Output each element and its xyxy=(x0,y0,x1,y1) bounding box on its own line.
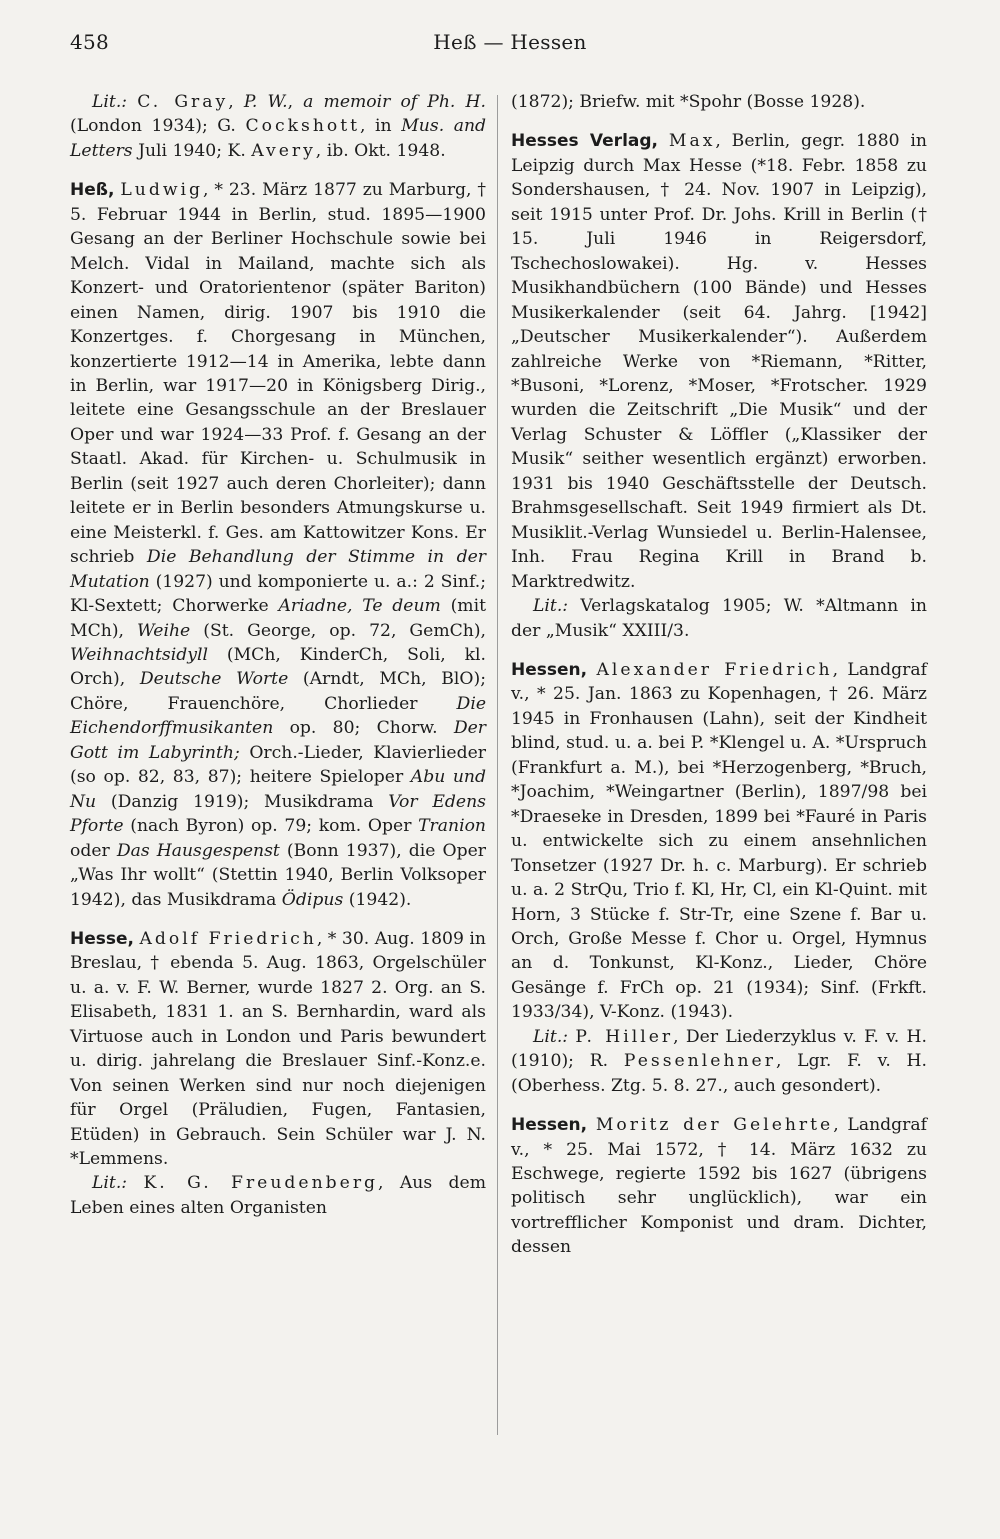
entry-hessen-alexander xyxy=(511,658,927,1025)
entry-headword: Hesse, xyxy=(70,928,134,949)
entry-text: , Berlin, gegr. 1880 in Leipzig durch Max Hesse (*18. Febr. 1858 zu Sondershausen, † 24. Nov. 1907 in Leipzig), seit 1915 unter Prof. Dr. Johs. Krill in Berlin († 15. Juli 1946 in Reigersdorf, Tschechoslowakei). Hg. v. Hesses Musikhandbüchern (100 Bände) und Hesses Musikerkalender (seit 64. Jahrg. [1942] „Deutscher Musikerkalender“). Außerdem zahlreiche Werke von *Riemann, *Ritter, *Busoni, *Lorenz, *Moser, *Frotscher. 1929 wurden die Zeitschrift „Die Musik“ und der Verlag Schuster & Löffler („Klassiker der Musik“ seither wesentlich ergänzt) erworben. 1931 bis 1940 Geschäftsstelle der Deutsch. Brahmsgesellschaft. Seit 1949 firmiert als Dt. Musiklit.-Verlag Wunsiedel u. Berlin-Halensee, Inh. Frau Regina Krill in Brand b. Marktredwitz. xyxy=(511,131,927,592)
entry-text: , * 23. März 1877 zu Marburg, † 5. Februar 1944 in Berlin, stud. 1895—1900 Gesang an der Berliner Hochschule sowie bei Melch. Vidal in Mailand, machte sich als Konzert- und Oratorientenor (später Bariton) einen Namen, dirig. 1907 bis 1910 die Konzertges. f. Chorgesang in München, konzertierte 1912—14 in Amerika, lebte dann in Berlin, war 1917—20 in Königsberg Dirig., leitete eine Gesangsschule an der Breslauer Oper und war 1924—33 Prof. f. Gesang an der Staatl. Akad. für Kirchen- u. Schulmusik in Berlin (seit 1927 auch deren Chorleiter); dann leitete er in Berlin besonders Atmungskurse u. eine Meisterkl. f. Ges. am Kattowitzer Kons. Er schrieb xyxy=(70,180,486,568)
lit-publication: (London 1934); G. xyxy=(70,116,236,137)
work-title: Die Eichendorffmusikanten xyxy=(70,693,486,739)
right-column xyxy=(511,90,927,1260)
entry-text: (Danzig 1919); Musikdrama xyxy=(110,791,374,812)
entry-text: (Bonn 1937), die Oper „Was Ihr wollt“ (Stettin 1940, Berlin Volksoper 1942), das Musikdrama xyxy=(70,840,487,910)
work-title: Abu und Nu xyxy=(70,767,487,812)
entry-given-name: Moritz der Gelehrte xyxy=(595,1115,834,1136)
entry-text: , * 30. Aug. 1809 in Breslau, † ebenda 5. Aug. 1863, Orgelschüler u. a. v. F. W. Berner, wurde 1827 2. Org. an S. Elisabeth, 1831 1. an S. Bernhardin, ward als Virtuose auch in London und Paris bewundert u. dirig. jahrelang die Breslauer Sinf.-Konz.e. Von seinen Werken sind nur noch diejenigen für Orgel (Präludien, Fugen, Fantasien, Etüden) in Gebrauch. Sein Schüler war J. N. *Lemmens. xyxy=(70,928,486,1170)
entry-hess-ludwig xyxy=(70,178,486,912)
lit-rest: , ib. Okt. 1948. xyxy=(315,140,446,161)
work-title: Ariadne, Te deum xyxy=(278,596,441,617)
page-header xyxy=(70,30,950,64)
entry-text: (mit MCh), xyxy=(70,596,487,641)
column-divider xyxy=(497,95,498,1435)
continuation-text: (1872); Briefw. mit *Spohr (Bosse 1928). xyxy=(511,92,866,112)
entry-headword: Hessen, xyxy=(511,1115,588,1136)
work-title: Die Behandlung der Stimme in der Mutation xyxy=(70,547,487,592)
lit-text: Verlagskatalog 1905; W. *Altmann in der „Musik“ XXIII/3. xyxy=(511,596,927,641)
entry-text: , Landgraf v., * 25. Mai 1572, † 14. März 1632 zu Eschwege, regierte 1592 bis 1627 (übrigens politisch sehr unglücklich), war ein vortrefflicher Komponist und dram. Dichter, dessen xyxy=(511,1115,927,1258)
entry-given-name: Adolf Friedrich xyxy=(139,928,317,949)
entry-text: op. 80; Chorw. xyxy=(289,718,438,739)
entry-text: Orch.-Lieder, Klavierlieder (so op. 82, 83, 87); heitere Spieloper xyxy=(70,742,486,788)
lit-label: Lit.: xyxy=(92,1173,128,1194)
lit-label: Lit.: xyxy=(92,92,128,112)
lit-text: , Lgr. F. v. H. (Oberhess. Ztg. 5. 8. 27., auch gesondert). xyxy=(511,1051,927,1096)
entry-text: (MCh, KinderCh, Soli, kl. Orch), xyxy=(70,644,486,690)
work-title: Weihe xyxy=(137,620,191,641)
work-title: Ödipus xyxy=(281,889,344,910)
work-title: Der Gott im Labyrinth; xyxy=(70,718,486,763)
entry-given-name: Ludwig xyxy=(120,180,204,201)
lit-label: Lit.: xyxy=(533,1026,569,1047)
lit-text: , Der Liederzyklus v. F. v. H. (1910); R. xyxy=(511,1026,928,1072)
entry-given-name: Alexander Friedrich xyxy=(596,659,833,680)
work-title: Vor Edens Pforte xyxy=(70,791,486,837)
lit-journal: Mus. and Letters xyxy=(70,116,487,161)
entry-headword: Heß, xyxy=(70,180,115,201)
lit-reference-gray: Lit.: C. Gray, P. W., a memoir of Ph. H. (London 1934); G. Cockshott, in Mus. and Letters Juli 1940; K. Avery, ib. Okt. 1948. xyxy=(70,92,487,161)
entry-text: (1927) und komponierte u. a.: 2 Sinf.; Kl-Sextett; Chorwerke xyxy=(70,571,486,617)
lit-author: Pessenlehner xyxy=(623,1051,776,1072)
entry-given-name: Max xyxy=(668,131,716,152)
left-column xyxy=(70,90,486,1220)
lit-text: , Aus dem Leben eines alten Organisten xyxy=(70,1173,486,1218)
work-title: Das Hausgespenst xyxy=(116,840,280,861)
lit-title: a memoir of Ph. H. xyxy=(303,92,486,112)
entry-headword: Hesses Verlag, xyxy=(511,131,658,152)
lit-in: , in xyxy=(360,116,392,137)
entry-text: (St. George, op. 72, GemCh), xyxy=(203,620,487,641)
entry-text: oder xyxy=(70,840,110,861)
lit-reference-hesse xyxy=(70,1171,486,1220)
work-title: Tranion xyxy=(418,816,487,837)
entry-hessen-moritz xyxy=(511,1113,927,1260)
lit-author: P. Hiller xyxy=(575,1026,674,1047)
lit-author: Cockshott xyxy=(245,116,361,137)
lit-author-given: P. W. xyxy=(243,92,288,112)
running-head: Heß — Hessen xyxy=(433,30,587,54)
lit-reference-alexander xyxy=(511,1025,927,1098)
entry-headword: Hessen, xyxy=(511,659,588,680)
entry-hesses-verlag xyxy=(511,129,927,594)
entry-text: (nach Byron) op. 79; kom. Oper xyxy=(130,816,412,837)
work-title: Weihnachtsidyll xyxy=(70,644,208,665)
lit-author: Avery xyxy=(251,140,316,161)
entry-text: (1942). xyxy=(348,889,412,910)
lit-author: C. Gray xyxy=(137,92,229,112)
entry-text: (Arndt, MCh, BlO); Chöre, Frauenchöre, Chorlieder xyxy=(70,669,486,714)
entry-text: , Landgraf v., * 25. Jan. 1863 zu Kopenhagen, † 26. März 1945 in Fronhausen (Lahn), seit der Kindheit blind, stud. u. a. bei P. *Klengel u. A. *Urspruch (Frankfurt a. M.), bei *Herzogenberg, *Bruch, *Joachim, *Weingartner (Berlin), 1897/98 bei *Draeseke in Dresden, 1899 bei *Fauré in Paris u. entwickelte sich zu einem ansehnlichen Tonsetzer (1927 Dr. h. c. Marburg). Er schrieb u. a. 2 StrQu, Trio f. Kl, Hr, Cl, ein Kl-Quint. mit Horn, 3 Stücke f. Str-Tr, eine Szene f. Bar u. Orch, Große Messe f. Chor u. Orgel, Hymnus an d. Tonkunst, Kl-Konz., Lieder, Chöre Gesänge f. FrCh op. 21 (1934); Sinf. (Frkft. 1933/34), V-Konz. (1943). xyxy=(511,659,927,1023)
page-number: 458 xyxy=(70,30,110,54)
work-title: Deutsche Worte xyxy=(139,669,289,690)
lit-label: Lit.: xyxy=(533,596,569,617)
lit-reference-verlag xyxy=(511,594,927,643)
entry-hesse-adolf xyxy=(70,927,486,1172)
lit-date: Juli 1940; K. xyxy=(138,140,246,161)
lit-author: K. G. Freudenberg xyxy=(143,1173,379,1194)
